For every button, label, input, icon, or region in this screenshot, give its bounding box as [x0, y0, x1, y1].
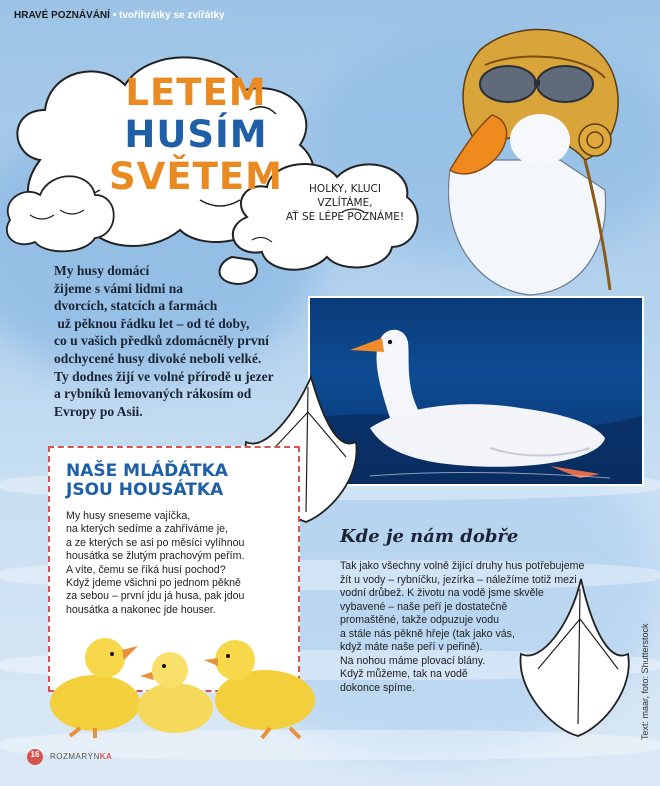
ducklings-line: A víte, čemu se říká husí pochod?: [66, 563, 226, 576]
page-title: [96, 72, 296, 198]
ducklings-line: na kterých sedíme a zahříváme je,: [66, 523, 228, 536]
intro-line: a rybníků lemovaných rákosím od: [54, 386, 252, 402]
speech-line-1: HOLKY, KLUCI VZLÍTÁME,: [309, 183, 381, 209]
intro-line: My husy domácí: [54, 263, 150, 278]
intro-line: co u vašich předků zdomácněly první: [54, 333, 269, 349]
home-line: dokonce spíme.: [340, 681, 415, 694]
intro-line: žijeme s vámi lidmi na: [54, 280, 183, 296]
home-line: promaštěné, takže odpuzuje vodu: [340, 614, 500, 626]
photo-credit: Text: maar, foto: Shutterstock: [640, 623, 650, 740]
ducklings-line: My husy sneseme vajíčka,: [66, 510, 191, 522]
home-line: když máte naše peří v peřině).: [340, 641, 483, 653]
intro-line: Ty dodnes žijí ve volné přírodě u jezer: [54, 368, 274, 384]
speech-line-2: AŤ SE LÉPE POZNÁME!: [285, 211, 405, 223]
title-word-1: LETEM: [125, 71, 267, 114]
ducklings-heading-line-1: NAŠE MLÁĎÁTKA: [66, 461, 228, 481]
goose-footprint-2: [516, 574, 636, 744]
ducklings-line: a ze kterých se asi po měsíci vylíhnou: [66, 536, 245, 549]
magazine-brand: [50, 752, 112, 761]
ducklings-line: za sebou – první jdu já husa, pak jdou: [66, 590, 245, 603]
ducklings-heading-line-2: JSOU HOUSÁTKA: [66, 480, 224, 500]
subsection-name: tvořihrátky se zvířátky: [119, 10, 225, 21]
ducklings-line: housátka se žlutým prachovým peřím.: [66, 550, 245, 563]
aviator-goose-illustration: [410, 20, 640, 300]
brand-part-1: ROZMARÝN: [50, 752, 100, 761]
section-header: HRAVÉ POZNÁVÁNÍ • tvořihrátky se zvířátky: [14, 10, 225, 21]
home-line: vybavené – naše peří je dostatečně: [340, 600, 508, 613]
home-line: žít u vody – rybníčku, jezírka – náležíme totiž mezi: [340, 573, 577, 586]
brand-part-2: KA: [99, 752, 113, 761]
home-line: Když můžeme, tak na vodě: [340, 668, 468, 680]
ducklings-photo: [40, 628, 330, 740]
home-heading: Kde je nám dobře: [340, 526, 519, 547]
home-line: Na nohou máme plovací blány.: [340, 654, 486, 667]
home-line: Tak jako všechny volně žijící druhy hus potřebujeme: [340, 560, 585, 572]
title-word-3: SVĚTEM: [109, 155, 283, 198]
title-word-2: HUSÍM: [124, 113, 268, 156]
home-line: a stále nás pěkně hřeje (tak jako vás,: [340, 627, 515, 640]
intro-line: už pěknou řádku let – od té doby,: [54, 315, 250, 331]
ducklings-line: Když jdeme všichni po jednom pěkně: [66, 577, 241, 590]
page-number: 16: [30, 750, 40, 759]
speech-bubble-text: [280, 182, 410, 224]
section-name: HRAVÉ POZNÁVÁNÍ: [14, 10, 110, 21]
ducklings-paragraph: [66, 510, 281, 617]
ducklings-line: housátka a nakonec jde houser.: [66, 603, 216, 616]
ducklings-heading: [66, 462, 266, 500]
intro-line: Evropy po Asii.: [54, 403, 143, 419]
intro-line: dvorcích, statcích a farmách: [54, 298, 218, 314]
home-line: vodní drůbež. K životu na vodě jsme skvěle: [340, 587, 544, 599]
intro-line: odchycené husy divoké neboli velké.: [54, 350, 262, 366]
